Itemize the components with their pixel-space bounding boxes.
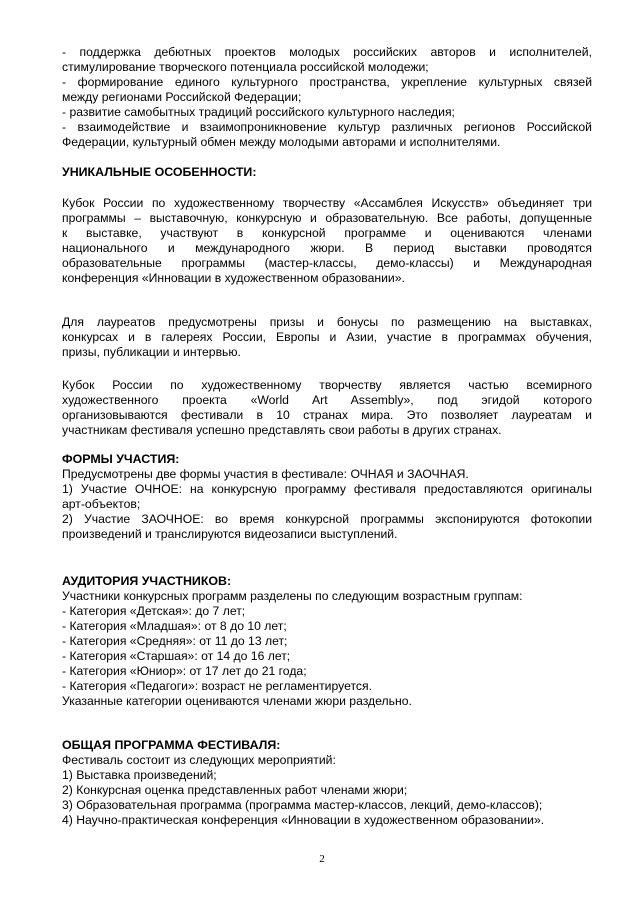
text-line: конкурсах и в галереях России, Европы и Азии, участие в программах обучения, [62, 330, 592, 344]
text-line: - Категория «Юниор»: от 17 лет до 21 года; [62, 664, 307, 678]
text-line: Для лауреатов предусмотрены призы и бонусы по размещению на выставках, [62, 315, 592, 329]
unique-paragraph-1 [62, 196, 592, 286]
text-line: - Категория «Младшая»: от 8 до 10 лет; [62, 619, 287, 633]
text-line: произведений и транслируются видеозаписи выступлений. [62, 527, 398, 541]
unique-section [62, 165, 592, 180]
text-line: 1) Выставка произведений; [62, 768, 217, 782]
text-line: Участники конкурсных программ разделены по следующим возрастным группам: [62, 589, 523, 603]
program-section [62, 738, 592, 753]
text-line: стимулирование творческого потенциала российской молодежи; [62, 60, 429, 74]
program-lines [62, 753, 592, 828]
text-line: национального и международного жюри. В период выставки проводятся [62, 241, 592, 255]
section-heading-forms: ФОРМЫ УЧАСТИЯ: [62, 452, 180, 466]
text-line: 2) Конкурсная оценка представленных работ членами жюри; [62, 783, 408, 797]
audience-section [62, 574, 592, 589]
text-line: призы, публикации и интервью. [62, 345, 241, 359]
text-line: образовательные программы (мастер-классы, демо-классы) и Международная [62, 256, 592, 270]
text-line: организовываются фестивали в 10 странах мира. Это позволяет лауреатам и [62, 408, 592, 422]
text-line: Федерации, культурный обмен между молодыми авторами и исполнителями. [62, 135, 501, 149]
text-line: 1) Участие ОЧНОЕ: на конкурсную программу фестиваля предоставляются оригиналы [62, 482, 592, 496]
audience-lines [62, 589, 592, 709]
text-line: - поддержка дебютных проектов молодых российских авторов и исполнителей, [62, 45, 592, 59]
forms-lines [62, 467, 592, 542]
unique-paragraph-3 [62, 378, 592, 438]
text-line: участникам фестиваля успешно представлять свои работы в других странах. [62, 423, 502, 437]
section-heading-audience: АУДИТОРИЯ УЧАСТНИКОВ: [62, 574, 232, 588]
forms-section [62, 452, 592, 467]
text-line: Фестиваль состоит из следующих мероприятий: [62, 753, 336, 767]
section-heading-program: ОБЩАЯ ПРОГРАММА ФЕСТИВАЛЯ: [62, 738, 281, 752]
text-line: 4) Научно-практическая конференция «Инновации в художественном образовании». [62, 813, 545, 827]
text-line: арт-объектов; [62, 497, 141, 511]
text-line: 2) Участие ЗАОЧНОЕ: во время конкурсной программы экспонируются фотокопии [62, 512, 592, 526]
text-line: Кубок России по художественному творчеству «Ассамблея Искусств» объединяет три [62, 196, 592, 210]
text-line: 3) Образовательная программа (программа мастер-классов, лекций, демо-классов); [62, 798, 543, 812]
text-line: - формирование единого культурного пространства, укрепление культурных связей [62, 75, 592, 89]
text-line: - Категория «Средняя»: от 11 до 13 лет; [62, 634, 288, 648]
text-line: Указанные категории оцениваются членами жюри раздельно. [62, 694, 412, 708]
text-line: - Категория «Педагоги»: возраст не регламентируется. [62, 679, 372, 693]
section-heading-unique: УНИКАЛЬНЫЕ ОСОБЕННОСТИ: [62, 165, 257, 179]
page-number: 2 [319, 853, 325, 865]
text-line: конференция «Инновации в художественном образовании». [62, 271, 405, 285]
text-line: - взаимодействие и взаимопроникновение культур различных регионов Российской [62, 120, 592, 134]
text-line: - Категория «Детская»: до 7 лет; [62, 604, 246, 618]
text-line: программы – выставочную, конкурсную и образовательную. Все работы, допущенные [62, 211, 592, 225]
text-line: - Категория «Старшая»: от 14 до 16 лет; [62, 649, 291, 663]
text-line: - развитие самобытных традиций российского культурного наследия; [62, 105, 455, 119]
text-line: Кубок России по художественному творчеству является частью всемирного [62, 378, 592, 392]
unique-paragraph-2 [62, 315, 592, 360]
intro-list [62, 45, 592, 150]
text-line: художественного проекта «World Art Assembly», под эгидой которого [62, 393, 592, 407]
text-line: к выставке, участвуют в конкурсной программе и оцениваются членами [62, 226, 592, 240]
text-line: между регионами Российской Федерации; [62, 90, 302, 104]
text-line: Предусмотрены две формы участия в фестивале: ОЧНАЯ и ЗАОЧНАЯ. [62, 467, 469, 481]
